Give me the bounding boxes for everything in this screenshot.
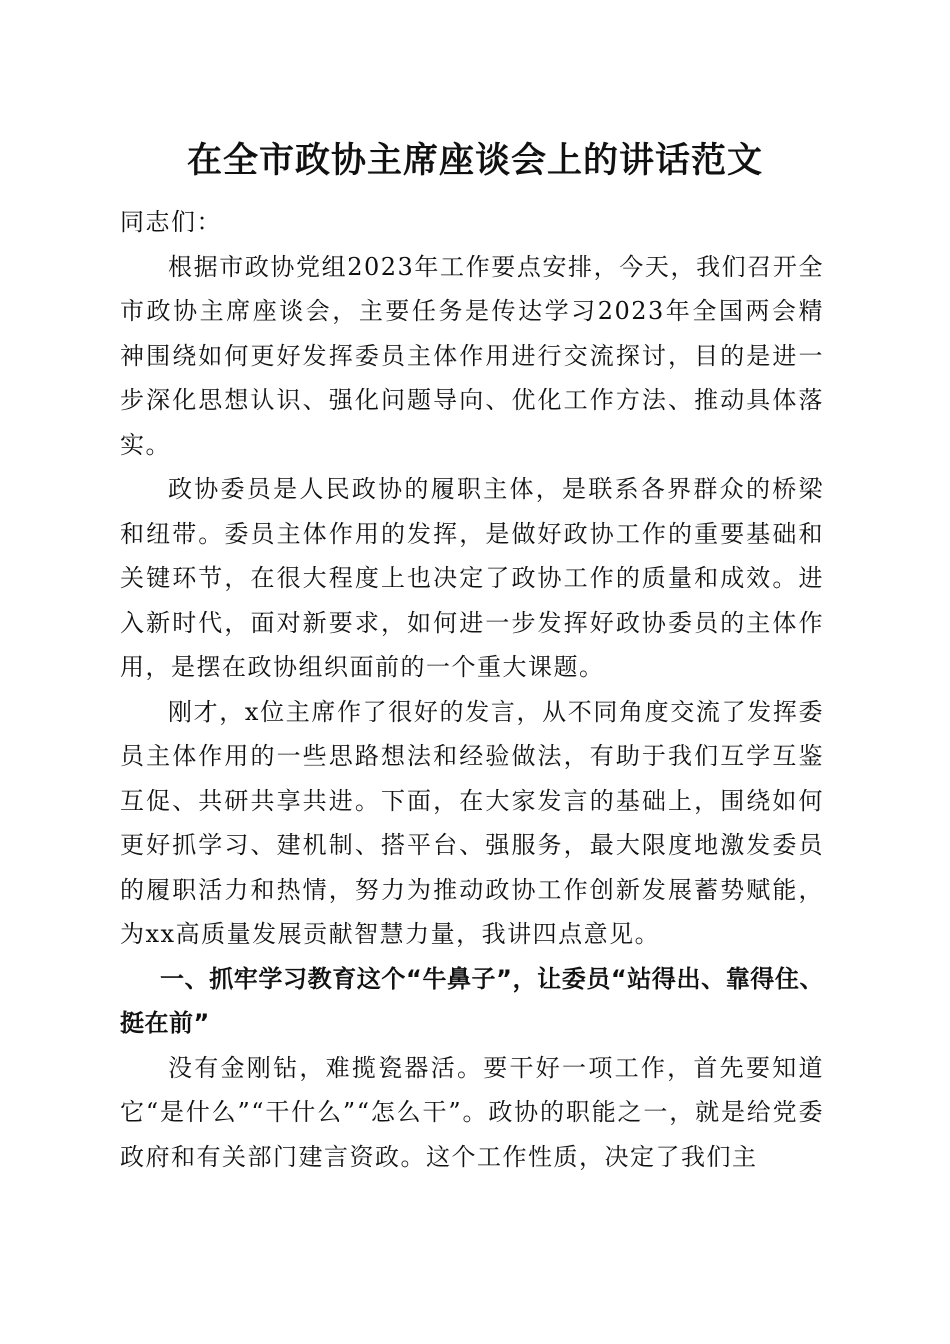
document-body: [120, 200, 824, 1179]
greeting: 同志们：: [120, 208, 222, 236]
section-heading: 一、抓牢学习教育这个“牛鼻子”，让委员“站得出、靠得住、挺在前”: [120, 964, 824, 1037]
paragraph-intro: 根据市政协党组2023年工作要点安排，今天，我们召开全市政协主席座谈会，主要任务是传达学习2023年全国两会精神围绕如何更好发挥委员主体作用进行交流探讨，目的是进一步深化思想认识、强化问题导向、优化工作方法、推动具体落实。: [120, 252, 824, 459]
page-title: 在全市政协主席座谈会上的讲话范文: [186, 140, 763, 181]
section-paragraph: 没有金刚钻，难揽瓷器活。要干好一项工作，首先要知道它“是什么”“干什么”“怎么干”。政协的职能之一，就是给党委政府和有关部门建言资政。这个工作性质，决定了我们主: [120, 1053, 824, 1171]
paragraph-committee-role: 政协委员是人民政协的履职主体，是联系各界群众的桥梁和纽带。委员主体作用的发挥，是做好政协工作的重要基础和关键环节，在很大程度上也决定了政协工作的质量和成效。进入新时代，面对新要求，如何进一步发挥好政协委员的主体作用，是摆在政协组织面前的一个重大课题。: [120, 475, 824, 681]
paragraph-four-points: 刚才，x位主席作了很好的发言，从不同角度交流了发挥委员主体作用的一些思路想法和经验做法，有助于我们互学互鉴互促、共研共享共进。下面，在大家发言的基础上，围绕如何更好抓学习、建机制、搭平台、强服务，最大限度地激发委员的履职活力和热情，努力为推动政协工作创新发展蓄势赋能，为xx高质量发展贡献智慧力量，我讲四点意见。: [120, 697, 824, 948]
